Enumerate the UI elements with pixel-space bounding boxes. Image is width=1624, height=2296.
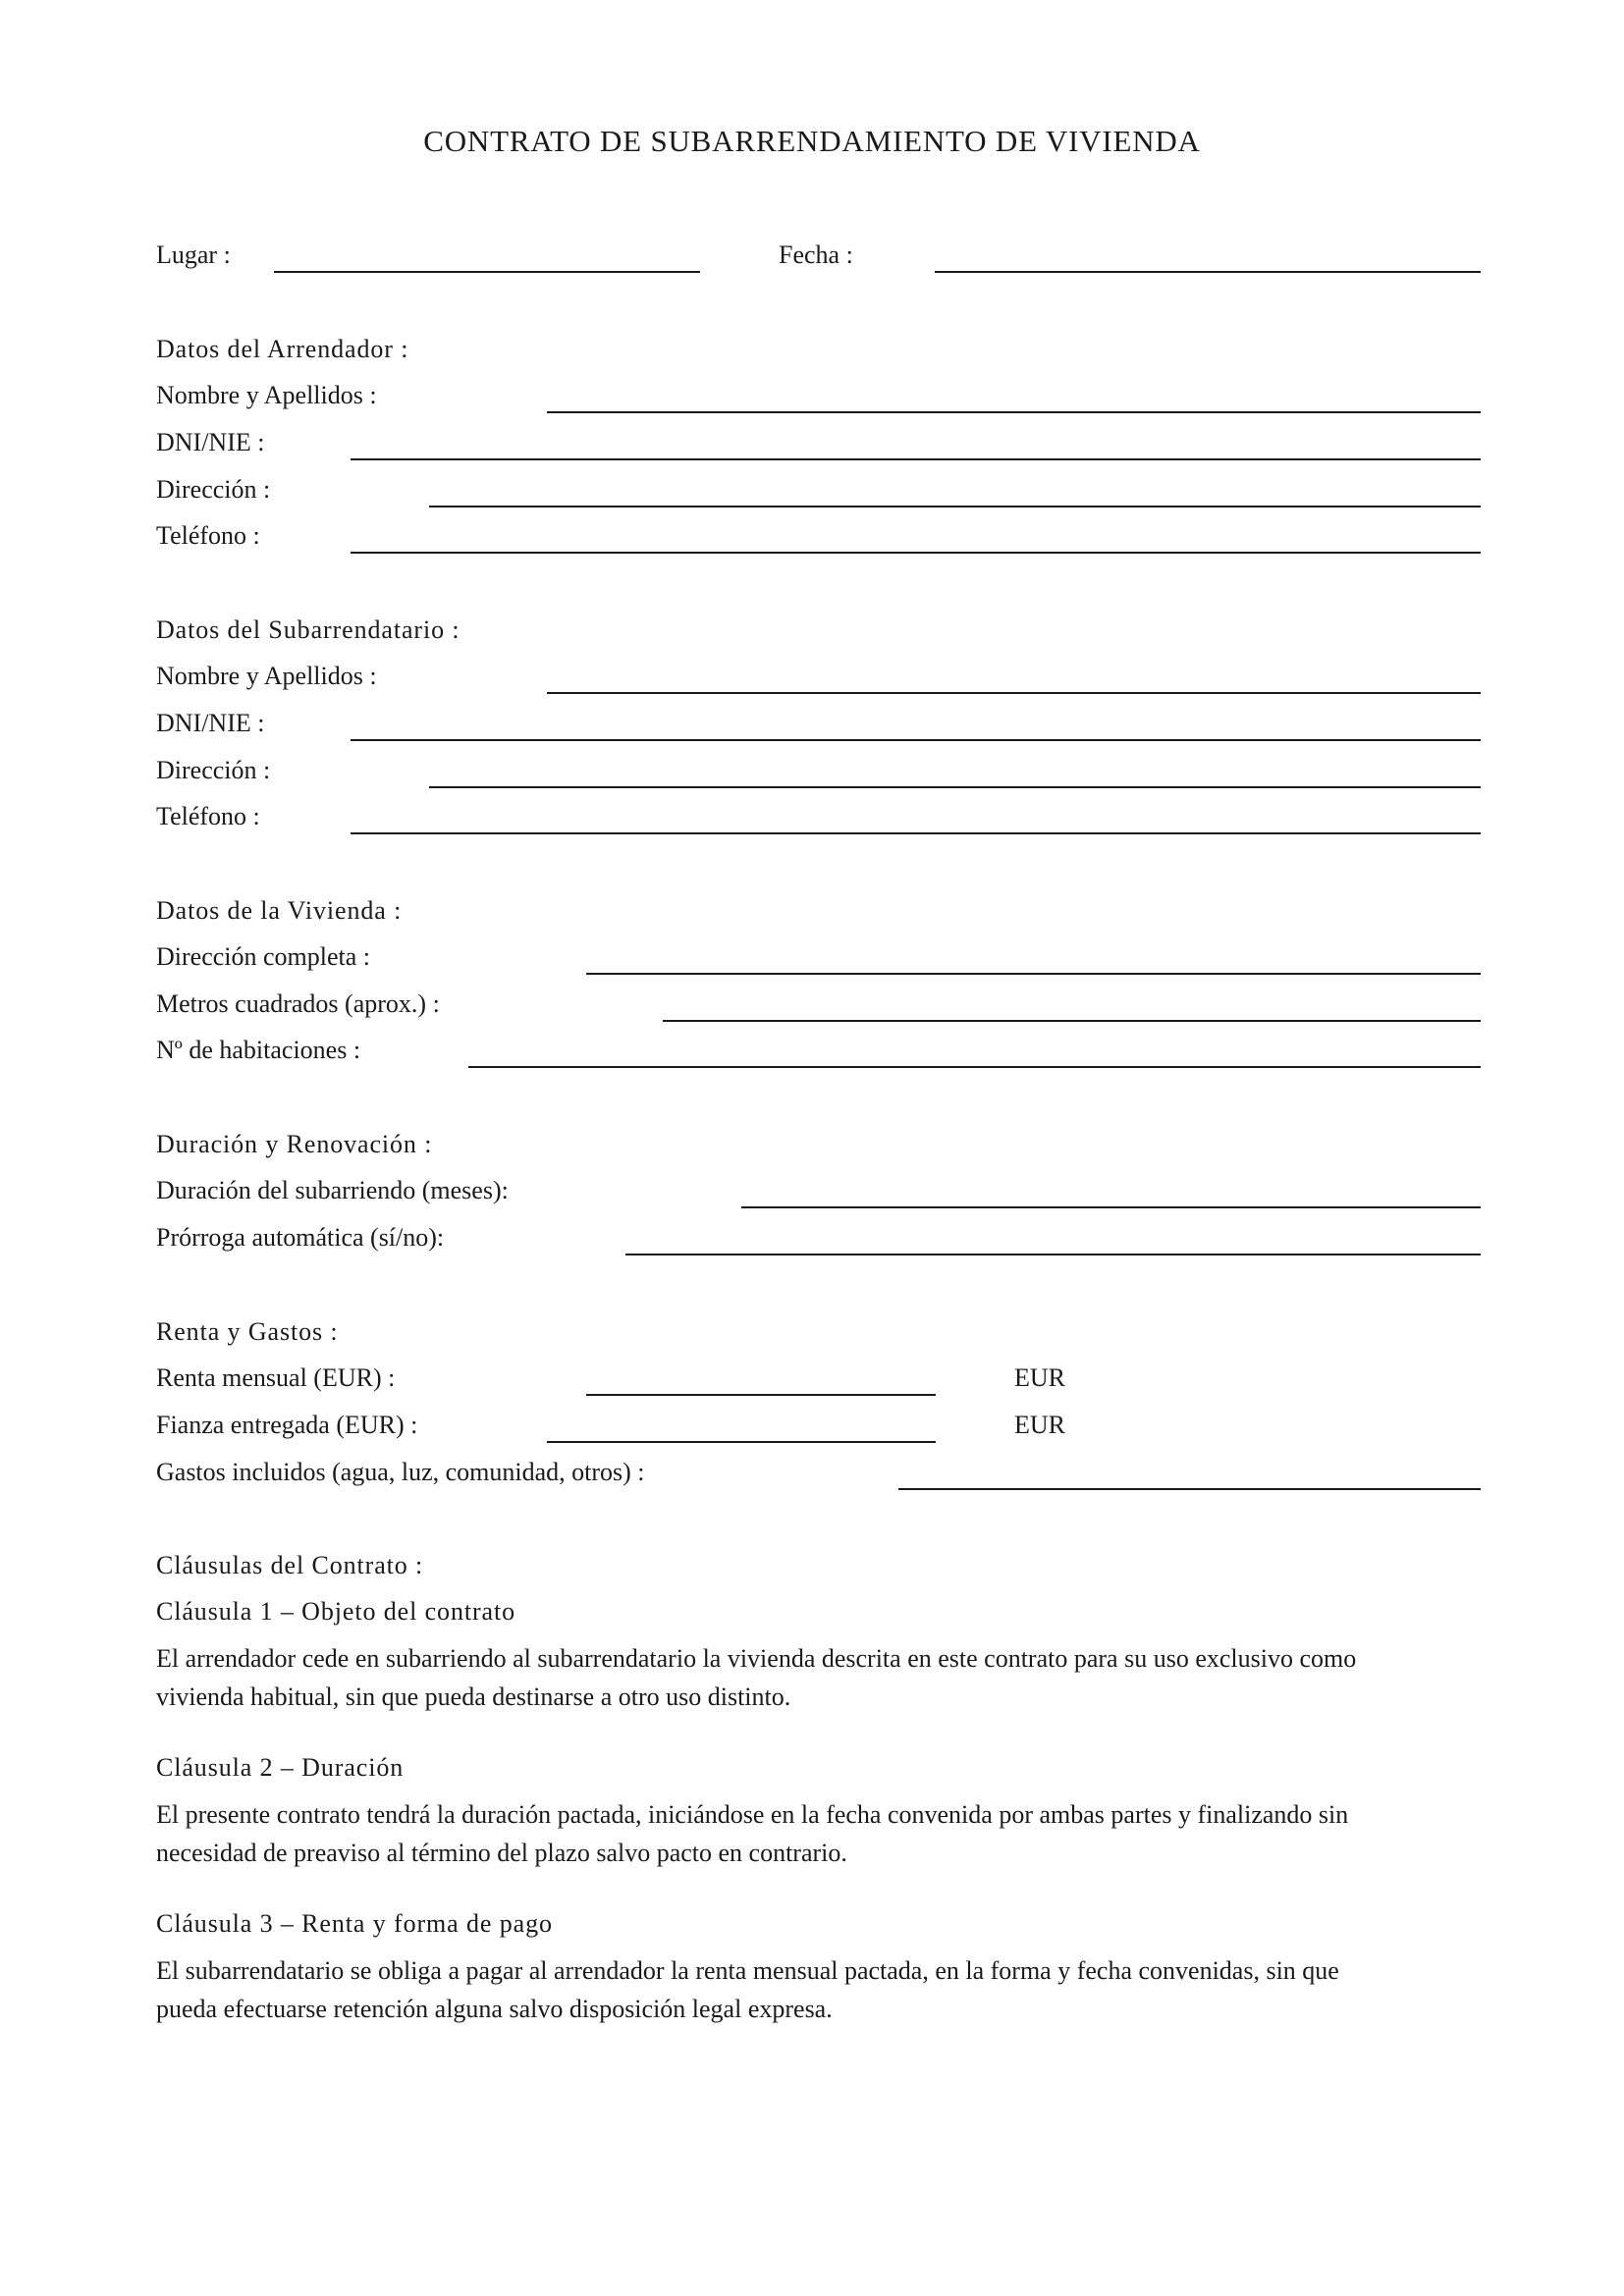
renta-mensual-label: Renta mensual (EUR) : <box>156 1363 396 1392</box>
arrendador-telefono-label: Teléfono : <box>156 521 260 550</box>
vivienda-metros-label: Metros cuadrados (aprox.) : <box>156 989 440 1018</box>
vivienda-direccion-field[interactable] <box>586 973 1481 975</box>
fianza-field[interactable] <box>547 1441 936 1443</box>
vivienda-direccion-label: Dirección completa : <box>156 942 371 971</box>
clausula-2-text <box>156 1795 1482 1872</box>
fianza-label: Fianza entregada (EUR) : <box>156 1411 418 1439</box>
vivienda-metros-field[interactable] <box>663 1020 1481 1022</box>
renta-mensual-field[interactable] <box>586 1394 936 1396</box>
vivienda-habitaciones-field[interactable] <box>468 1066 1481 1068</box>
page-title: CONTRATO DE SUBARRENDAMIENTO DE VIVIENDA <box>423 124 1201 158</box>
clausula-3-line: El subarrendatario se obliga a pagar al arrendador la renta mensual pactada, en la forma y fecha convenidas, sin que <box>156 1956 1339 1985</box>
subarrendatario-direccion-label: Dirección : <box>156 756 271 784</box>
clausulas-heading: Cláusulas del Contrato : <box>156 1551 424 1579</box>
renta-mensual-unit: EUR <box>1014 1363 1065 1392</box>
fecha-field[interactable] <box>935 271 1481 273</box>
lugar-label: Lugar : <box>156 240 231 269</box>
arrendador-dni-field[interactable] <box>351 458 1481 460</box>
gastos-label: Gastos incluidos (agua, luz, comunidad, otros) : <box>156 1458 645 1486</box>
duracion-meses-field[interactable] <box>741 1206 1481 1208</box>
clausula-1-line: vivienda habitual, sin que pueda destinarse a otro uso distinto. <box>156 1682 791 1711</box>
arrendador-nombre-field[interactable] <box>547 411 1481 413</box>
clausula-1-title: Cláusula 1 – Objeto del contrato <box>156 1597 515 1626</box>
duracion-prorroga-field[interactable] <box>625 1254 1481 1255</box>
arrendador-telefono-field[interactable] <box>351 552 1481 554</box>
subarrendatario-telefono-field[interactable] <box>351 832 1481 834</box>
arrendador-heading: Datos del Arrendador : <box>156 335 409 363</box>
clausula-1-text <box>156 1639 1482 1716</box>
gastos-field[interactable] <box>898 1488 1481 1490</box>
lugar-field[interactable] <box>274 271 700 273</box>
clausula-3-title: Cláusula 3 – Renta y forma de pago <box>156 1909 553 1938</box>
vivienda-habitaciones-label: Nº de habitaciones : <box>156 1036 361 1064</box>
subarrendatario-dni-label: DNI/NIE : <box>156 709 265 737</box>
vivienda-heading: Datos de la Vivienda : <box>156 896 403 925</box>
arrendador-direccion-field[interactable] <box>429 506 1481 507</box>
subarrendatario-telefono-label: Teléfono : <box>156 802 260 830</box>
renta-heading: Renta y Gastos : <box>156 1317 339 1346</box>
subarrendatario-dni-field[interactable] <box>351 739 1481 741</box>
fecha-label: Fecha : <box>779 240 853 269</box>
arrendador-direccion-label: Dirección : <box>156 475 271 504</box>
clausula-1-line: El arrendador cede en subarriendo al subarrendatario la vivienda descrita en este contrato para su uso exclusivo como <box>156 1644 1357 1673</box>
clausula-3-text <box>156 1951 1482 2028</box>
duracion-prorroga-label: Prórroga automática (sí/no): <box>156 1223 445 1252</box>
clausula-2-line: necesidad de preaviso al término del plazo salvo pacto en contrario. <box>156 1839 847 1867</box>
duracion-heading: Duración y Renovación : <box>156 1130 433 1158</box>
clausula-3-line: pueda efectuarse retención alguna salvo disposición legal expresa. <box>156 1995 833 2023</box>
clausula-2-title: Cláusula 2 – Duración <box>156 1753 405 1782</box>
subarrendatario-direccion-field[interactable] <box>429 786 1481 788</box>
clausula-2-line: El presente contrato tendrá la duración pactada, iniciándose en la fecha convenida por ambas partes y finalizando sin <box>156 1800 1349 1829</box>
duracion-meses-label: Duración del subarriendo (meses): <box>156 1176 509 1204</box>
arrendador-dni-label: DNI/NIE : <box>156 428 265 456</box>
fianza-unit: EUR <box>1014 1411 1065 1439</box>
subarrendatario-heading: Datos del Subarrendatario : <box>156 615 460 644</box>
subarrendatario-nombre-field[interactable] <box>547 692 1481 694</box>
subarrendatario-nombre-label: Nombre y Apellidos : <box>156 662 377 690</box>
arrendador-nombre-label: Nombre y Apellidos : <box>156 381 377 409</box>
